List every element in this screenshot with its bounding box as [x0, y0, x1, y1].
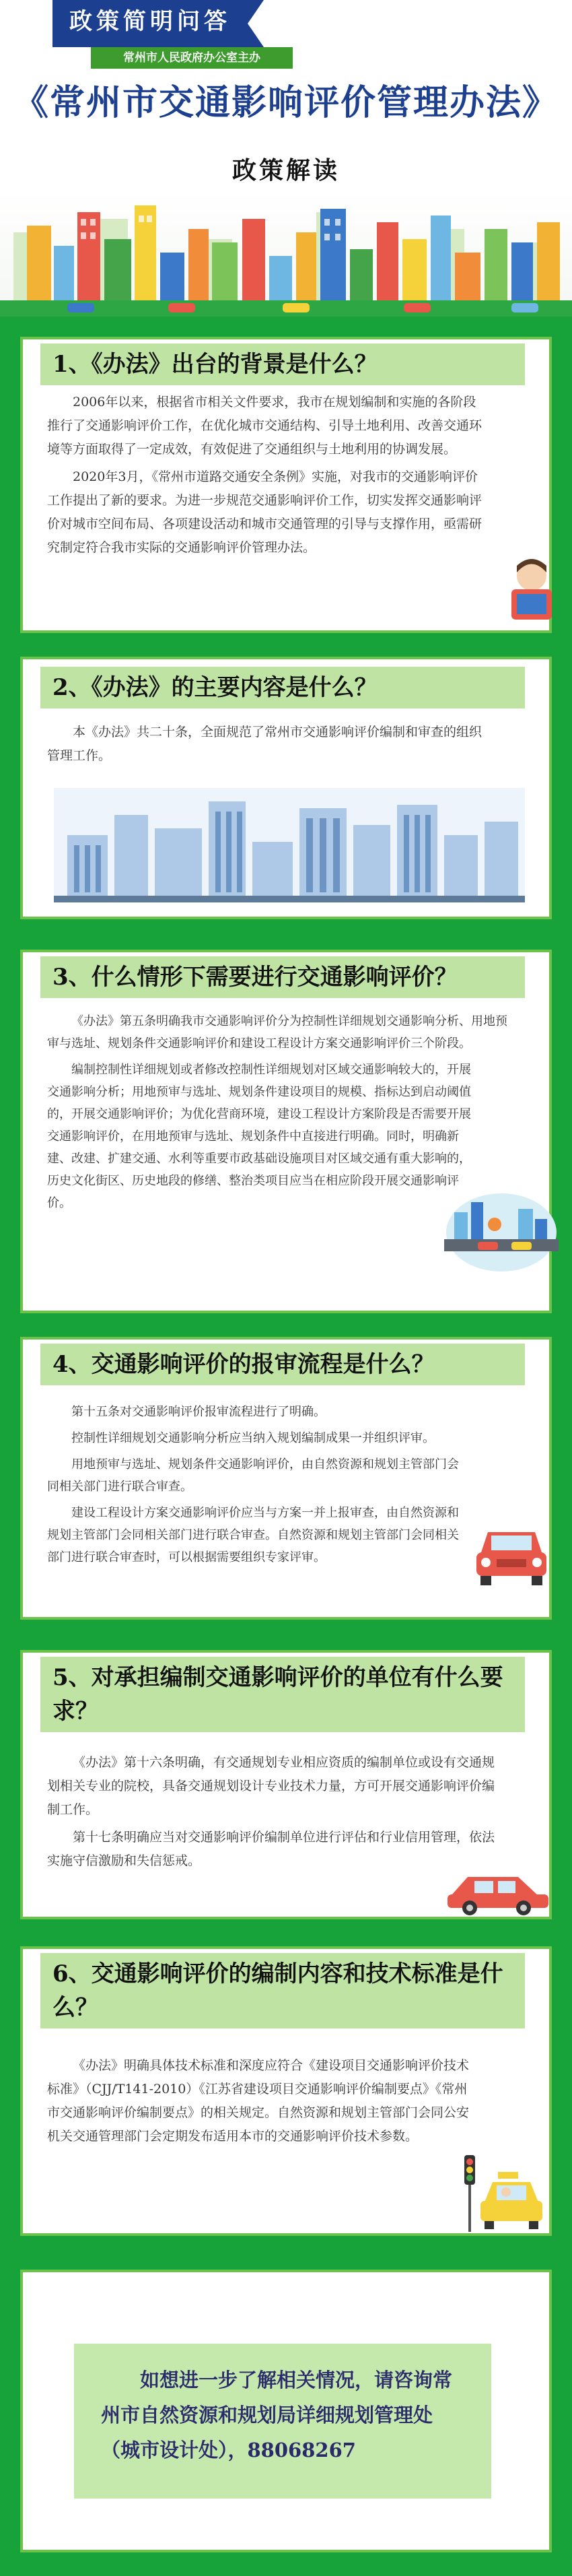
section-6-paragraph: 《办法》明确具体技术标准和深度应符合《建设项目交通影响评价技术标准》（CJJ/T141-2010）《江苏省建设项目交通影响评价编制要点》《常州市交通影响评价编制要点》的相关规定。自然资源和规划主管部门会同公安机关交通管理部门会定期发布适用本市的交通影响评价技术参数。 — [47, 2058, 470, 2144]
section-1-paragraph: 2020年3月，《常州市道路交通安全条例》实施，对我市的交通影响评价工作提出了新的要求。为进一步规范交通影响评价工作，切实发挥交通影响评价对城市空间布局、各项建设活动和城市交通管理的引导与支撑作用，亟需研究制定符合我市实际的交通影响评价管理办法。 — [47, 469, 482, 555]
section-5-paragraph: 第十七条明确应当对交通影响评价编制单位进行评估和行业信用管理，依法实施守信激励和失信惩戒。 — [47, 1830, 495, 1868]
city-buildings-illustration — [54, 788, 525, 902]
section-5-body — [47, 1751, 505, 1877]
section-1-question: 1、《办法》出台的背景是什么？ — [40, 343, 525, 385]
city-traffic-circle-illustration — [444, 1185, 559, 1273]
red-car-front-illustration — [471, 1522, 552, 1589]
section-1-paragraph: 2006年以来，根据省市相关文件要求，我市在规划编制和实施的各阶段推行了交通影响评价工作，在优化城市交通结构、引导土地利用、改善交通环境等方面取得了一定成效，有效促进了交通组织与土地利用的协调发展。 — [47, 395, 482, 457]
section-4-paragraph: 第十五条对交通影响评价报审流程进行了明确。 — [71, 1405, 326, 1419]
header-tag: 政策简明问答 — [52, 0, 248, 47]
header-sponsor: 常州市人民政府办公室主办 — [91, 47, 293, 69]
section-1-body — [47, 391, 485, 564]
page-header — [0, 0, 572, 317]
section-4-paragraph: 建设工程设计方案交通影响评价应当与方案一并上报审查，由自然资源和规划主管部门会同相关部门进行联合审查。自然资源和规划主管部门会同相关部门进行联合审查时，可以根据需要组织专家评审。 — [47, 1506, 459, 1564]
page-title: 《常州市交通影响评价管理办法》 — [13, 82, 559, 123]
reading-child-illustration — [498, 552, 565, 626]
section-4-paragraph: 用地预审与选址、规划条件交通影响评价，由自然资源和规划主管部门会同相关部门进行联合审查。 — [47, 1457, 459, 1494]
section-2-paragraph: 本《办法》共二十条，全面规范了常州市交通影响评价编制和审查的组织管理工作。 — [47, 725, 482, 763]
section-4-body — [47, 1401, 464, 1573]
section-2-body — [47, 721, 485, 772]
section-6-body — [47, 2054, 478, 2152]
red-car-side-illustration — [444, 1869, 552, 1916]
page-subtitle: 政策解读 — [231, 156, 340, 185]
section-6-question: 6、交通影响评价的编制内容和技术标准是什么？ — [40, 1953, 525, 2028]
city-skyline-illustration — [0, 192, 572, 306]
section-3-paragraph: 编制控制性详细规划或者修改控制性详细规划对区域交通影响较大的，开展交通影响分析；用地预审与选址、规划条件建设项目的规模、指标达到启动阈值的，开展交通影响评价；为优化营商环境，建设工程设计方案阶段是否需要开展交通影响评价，在用地预审与选址、规划条件中直接进行明确。同时，明确新建、改建、扩建交通、水利等重要市政基础设施项目对区域交通有重大影响的，历史文化街区、历史地段的修缮、整治类项目应当在相应阶段开展交通影响评价。 — [47, 1063, 471, 1210]
section-5-paragraph: 《办法》第十六条明确，有交通规划专业相应资质的编制单位或设有交通规划相关专业的院校，具备交通规划设计专业技术力量，方可开展交通影响评价编制工作。 — [47, 1755, 495, 1817]
section-3-paragraph: 《办法》第五条明确我市交通影响评价分为控制性详细规划交通影响分析、用地预审与选址、规划条件交通影响评价和建设工程设计方案交通影响评价三个阶段。 — [47, 1014, 507, 1051]
section-3-question: 3、什么情形下需要进行交通影响评价？ — [40, 956, 525, 998]
section-4-question: 4、交通影响评价的报审流程是什么？ — [40, 1344, 525, 1385]
section-5-question: 5、对承担编制交通影响评价的单位有什么要求？ — [40, 1657, 525, 1732]
section-2-question: 2、《办法》的主要内容是什么？ — [40, 667, 525, 708]
traffic-light-taxi-illustration — [458, 2148, 552, 2236]
section-4-paragraph: 控制性详细规划交通影响分析应当纳入规划编制成果一并组织评审。 — [71, 1431, 435, 1445]
contact-info: 如想进一步了解相关情况，请咨询常州市自然资源和规划局详细规划管理处（城市设计处），88068267 — [74, 2344, 491, 2499]
road-with-cars-illustration — [0, 300, 572, 317]
